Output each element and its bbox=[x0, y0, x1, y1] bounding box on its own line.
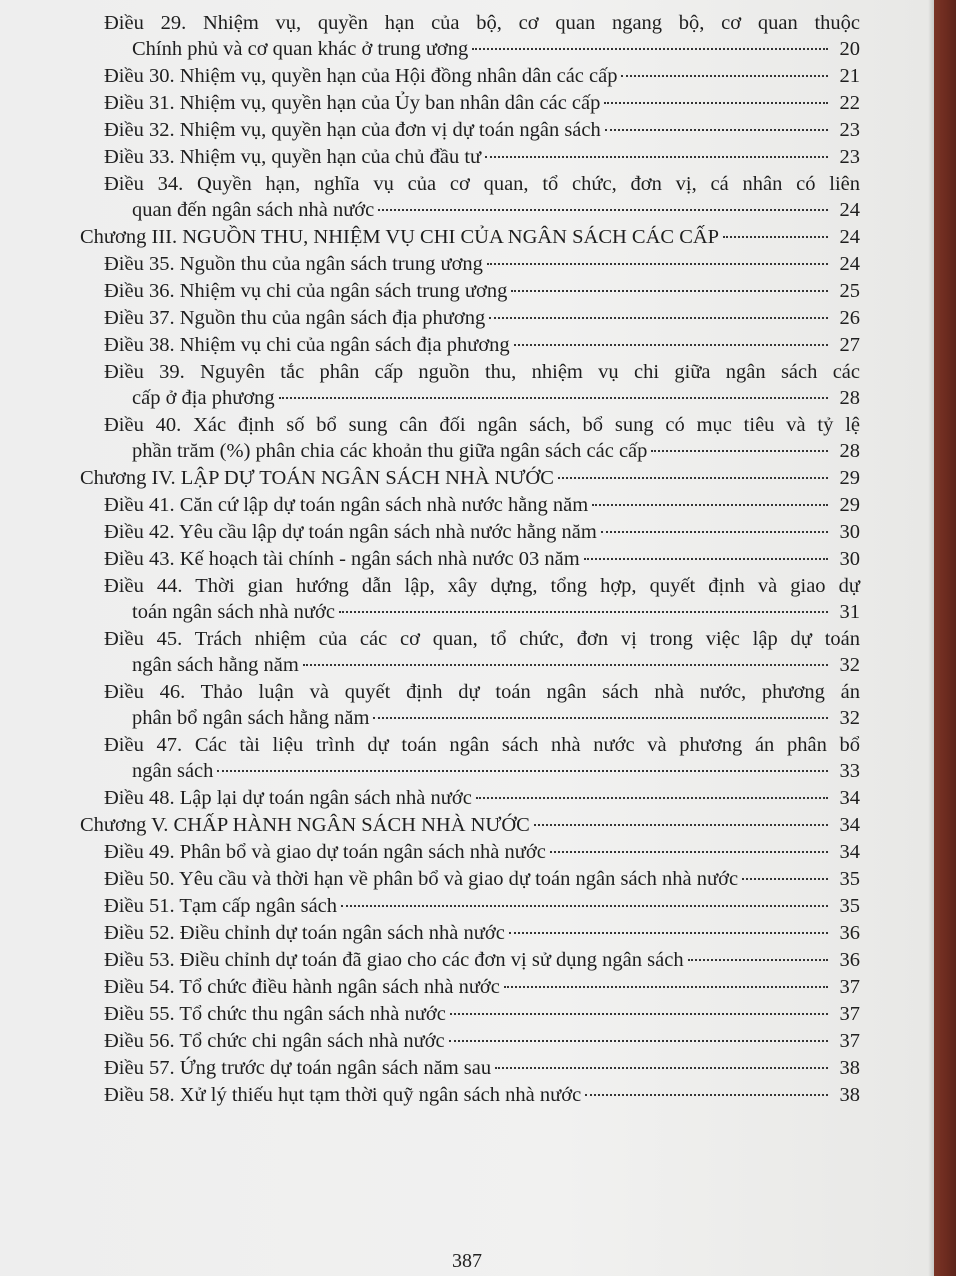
toc-entry-title: Điều 49. Phân bổ và giao dự toán ngân sách nhà nước bbox=[104, 841, 546, 863]
table-of-contents bbox=[60, 10, 860, 1109]
dot-leader bbox=[621, 75, 828, 77]
toc-entry-page: 35 bbox=[839, 868, 860, 890]
toc-article-entry bbox=[60, 278, 860, 304]
toc-article-entry bbox=[60, 412, 860, 464]
toc-entry-title: ngân sách hằng năm bbox=[132, 654, 299, 676]
toc-entry-title: Điều 51. Tạm cấp ngân sách bbox=[104, 895, 338, 917]
toc-entry-page: 26 bbox=[839, 307, 860, 329]
toc-entry-page: 35 bbox=[839, 895, 860, 917]
book-cover-edge bbox=[934, 0, 956, 1276]
toc-entry-title: Điều 52. Điều chỉnh dự toán ngân sách nhà nước bbox=[104, 922, 505, 944]
toc-entry-title: cấp ở địa phương bbox=[132, 387, 275, 409]
toc-entry-title: Chương IV. LẬP DỰ TOÁN NGÂN SÁCH NHÀ NƯỚC bbox=[80, 467, 554, 489]
dot-leader bbox=[511, 290, 828, 292]
toc-entry-title-line: Điều 34. Quyền hạn, nghĩa vụ của cơ quan, tổ chức, đơn vị, cá nhân có liên bbox=[104, 173, 860, 195]
toc-entry-page: 24 bbox=[839, 253, 860, 275]
toc-entry-page: 22 bbox=[839, 92, 860, 114]
dot-leader bbox=[550, 851, 828, 853]
dot-leader bbox=[534, 824, 828, 826]
toc-article-entry bbox=[60, 171, 860, 223]
toc-chapter-entry bbox=[60, 465, 860, 491]
dot-leader bbox=[339, 611, 828, 613]
toc-entry-page: 23 bbox=[839, 119, 860, 141]
dot-leader bbox=[485, 156, 828, 158]
toc-article-entry bbox=[60, 866, 860, 892]
dot-leader bbox=[558, 477, 828, 479]
toc-chapter-entry bbox=[60, 812, 860, 838]
toc-entry-title: Chương V. CHẤP HÀNH NGÂN SÁCH NHÀ NƯỚC bbox=[80, 814, 530, 836]
toc-entry-page: 24 bbox=[839, 226, 860, 248]
toc-entry-page: 38 bbox=[839, 1057, 860, 1079]
toc-entry-title: Điều 54. Tổ chức điều hành ngân sách nhà nước bbox=[104, 976, 500, 998]
toc-entry-page: 38 bbox=[839, 1084, 860, 1106]
toc-article-entry bbox=[60, 117, 860, 143]
toc-entry-page: 32 bbox=[839, 707, 860, 729]
dot-leader bbox=[495, 1067, 828, 1069]
toc-entry-title: Điều 31. Nhiệm vụ, quyền hạn của Ủy ban nhân dân các cấp bbox=[104, 92, 601, 114]
dot-leader bbox=[584, 558, 828, 560]
toc-entry-page: 34 bbox=[839, 841, 860, 863]
toc-entry-page: 21 bbox=[839, 65, 860, 87]
page-number: 387 bbox=[452, 1250, 482, 1272]
toc-entry-title: Điều 33. Nhiệm vụ, quyền hạn của chủ đầu tư bbox=[104, 146, 482, 168]
toc-entry-title: Điều 48. Lập lại dự toán ngân sách nhà nước bbox=[104, 787, 472, 809]
dot-leader bbox=[279, 397, 828, 399]
toc-entry-page: 37 bbox=[839, 976, 860, 998]
toc-entry-title-line: Điều 46. Thảo luận và quyết định dự toán ngân sách nhà nước, phương án bbox=[104, 681, 860, 703]
toc-entry-title: Điều 53. Điều chỉnh dự toán đã giao cho các đơn vị sử dụng ngân sách bbox=[104, 949, 684, 971]
toc-entry-title-line: Điều 39. Nguyên tắc phân cấp nguồn thu, nhiệm vụ chi giữa ngân sách các bbox=[104, 361, 860, 383]
toc-entry-title: Chính phủ và cơ quan khác ở trung ương bbox=[132, 38, 469, 60]
dot-leader bbox=[476, 797, 828, 799]
dot-leader bbox=[489, 317, 828, 319]
toc-entry-page: 24 bbox=[839, 199, 860, 221]
toc-entry-page: 36 bbox=[839, 949, 860, 971]
toc-article-entry bbox=[60, 785, 860, 811]
toc-article-entry bbox=[60, 519, 860, 545]
toc-article-entry bbox=[60, 10, 860, 62]
toc-entry-title: quan đến ngân sách nhà nước bbox=[132, 199, 375, 221]
toc-article-entry bbox=[60, 305, 860, 331]
toc-article-entry bbox=[60, 679, 860, 731]
dot-leader bbox=[373, 717, 828, 719]
toc-article-entry bbox=[60, 359, 860, 411]
toc-entry-title: Điều 35. Nguồn thu của ngân sách trung ương bbox=[104, 253, 483, 275]
dot-leader bbox=[688, 959, 828, 961]
toc-entry-title: Điều 37. Nguồn thu của ngân sách địa phương bbox=[104, 307, 486, 329]
toc-entry-title: ngân sách bbox=[132, 760, 214, 782]
toc-entry-title: Điều 56. Tổ chức chi ngân sách nhà nước bbox=[104, 1030, 445, 1052]
toc-article-entry bbox=[60, 251, 860, 277]
toc-entry-title: Điều 57. Ứng trước dự toán ngân sách năm sau bbox=[104, 1057, 492, 1079]
dot-leader bbox=[378, 209, 828, 211]
toc-article-entry bbox=[60, 573, 860, 625]
toc-entry-title-line: Điều 44. Thời gian hướng dẫn lập, xây dựng, tổng hợp, quyết định và giao dự bbox=[104, 575, 860, 597]
dot-leader bbox=[592, 504, 828, 506]
toc-article-entry bbox=[60, 63, 860, 89]
toc-entry-title-line: Điều 29. Nhiệm vụ, quyền hạn của bộ, cơ quan ngang bộ, cơ quan thuộc bbox=[104, 12, 860, 34]
toc-entry-title: Điều 36. Nhiệm vụ chi của ngân sách trung ương bbox=[104, 280, 508, 302]
dot-leader bbox=[723, 236, 828, 238]
toc-entry-title-line: Điều 45. Trách nhiệm của các cơ quan, tổ chức, đơn vị trong việc lập dự toán bbox=[104, 628, 860, 650]
dot-leader bbox=[509, 932, 828, 934]
toc-article-entry bbox=[60, 626, 860, 678]
dot-leader bbox=[601, 531, 828, 533]
toc-entry-title: Điều 38. Nhiệm vụ chi của ngân sách địa phương bbox=[104, 334, 510, 356]
toc-entry-page: 28 bbox=[839, 387, 860, 409]
toc-entry-title: Điều 50. Yêu cầu và thời hạn về phân bổ và giao dự toán ngân sách nhà nước bbox=[104, 868, 739, 890]
toc-entry-title-line: Điều 40. Xác định số bổ sung cân đối ngân sách, bổ sung có mục tiêu và tỷ lệ bbox=[104, 414, 860, 436]
toc-entry-page: 30 bbox=[839, 548, 860, 570]
toc-article-entry bbox=[60, 839, 860, 865]
toc-entry-page: 37 bbox=[839, 1030, 860, 1052]
toc-article-entry bbox=[60, 974, 860, 1000]
toc-entry-page: 37 bbox=[839, 1003, 860, 1025]
toc-entry-page: 29 bbox=[839, 467, 860, 489]
dot-leader bbox=[450, 1013, 828, 1015]
toc-entry-page: 20 bbox=[839, 38, 860, 60]
toc-article-entry bbox=[60, 1082, 860, 1108]
toc-entry-title: toán ngân sách nhà nước bbox=[132, 601, 335, 623]
toc-entry-page: 27 bbox=[839, 334, 860, 356]
toc-entry-title: Điều 41. Căn cứ lập dự toán ngân sách nhà nước hằng năm bbox=[104, 494, 589, 516]
toc-article-entry bbox=[60, 947, 860, 973]
toc-article-entry bbox=[60, 1055, 860, 1081]
dot-leader bbox=[604, 102, 828, 104]
toc-chapter-entry bbox=[60, 224, 860, 250]
toc-entry-title: phân bổ ngân sách hằng năm bbox=[132, 707, 370, 729]
toc-article-entry bbox=[60, 1001, 860, 1027]
toc-entry-title-line: Điều 47. Các tài liệu trình dự toán ngân sách nhà nước và phương án phân bổ bbox=[104, 734, 860, 756]
toc-entry-page: 32 bbox=[839, 654, 860, 676]
toc-entry-title: Điều 58. Xử lý thiếu hụt tạm thời quỹ ngân sách nhà nước bbox=[104, 1084, 582, 1106]
toc-entry-page: 36 bbox=[839, 922, 860, 944]
toc-entry-title: Điều 55. Tổ chức thu ngân sách nhà nước bbox=[104, 1003, 446, 1025]
toc-article-entry bbox=[60, 732, 860, 784]
toc-entry-page: 23 bbox=[839, 146, 860, 168]
dot-leader bbox=[651, 450, 828, 452]
dot-leader bbox=[742, 878, 828, 880]
dot-leader bbox=[341, 905, 828, 907]
toc-entry-page: 29 bbox=[839, 494, 860, 516]
toc-entry-page: 31 bbox=[839, 601, 860, 623]
toc-article-entry bbox=[60, 546, 860, 572]
dot-leader bbox=[504, 986, 828, 988]
toc-article-entry bbox=[60, 144, 860, 170]
toc-entry-title: Điều 30. Nhiệm vụ, quyền hạn của Hội đồng nhân dân các cấp bbox=[104, 65, 618, 87]
dot-leader bbox=[487, 263, 828, 265]
dot-leader bbox=[472, 48, 828, 50]
toc-entry-page: 34 bbox=[839, 787, 860, 809]
toc-article-entry bbox=[60, 492, 860, 518]
toc-article-entry bbox=[60, 90, 860, 116]
toc-entry-page: 28 bbox=[839, 440, 860, 462]
toc-entry-page: 34 bbox=[839, 814, 860, 836]
toc-entry-title: Điều 43. Kế hoạch tài chính - ngân sách nhà nước 03 năm bbox=[104, 548, 580, 570]
toc-article-entry bbox=[60, 920, 860, 946]
dot-leader bbox=[585, 1094, 828, 1096]
toc-article-entry bbox=[60, 1028, 860, 1054]
dot-leader bbox=[217, 770, 828, 772]
dot-leader bbox=[303, 664, 828, 666]
toc-entry-title: Điều 32. Nhiệm vụ, quyền hạn của đơn vị dự toán ngân sách bbox=[104, 119, 601, 141]
toc-entry-title: phần trăm (%) phân chia các khoản thu giữa ngân sách các cấp bbox=[132, 440, 648, 462]
dot-leader bbox=[449, 1040, 828, 1042]
dot-leader bbox=[514, 344, 828, 346]
toc-article-entry bbox=[60, 332, 860, 358]
toc-article-entry bbox=[60, 893, 860, 919]
toc-entry-page: 33 bbox=[839, 760, 860, 782]
toc-entry-page: 25 bbox=[839, 280, 860, 302]
dot-leader bbox=[605, 129, 828, 131]
toc-entry-title: Điều 42. Yêu cầu lập dự toán ngân sách nhà nước hằng năm bbox=[104, 521, 597, 543]
toc-entry-title: Chương III. NGUỒN THU, NHIỆM VỤ CHI CỦA NGÂN SÁCH CÁC CẤP bbox=[80, 226, 720, 248]
toc-entry-page: 30 bbox=[839, 521, 860, 543]
